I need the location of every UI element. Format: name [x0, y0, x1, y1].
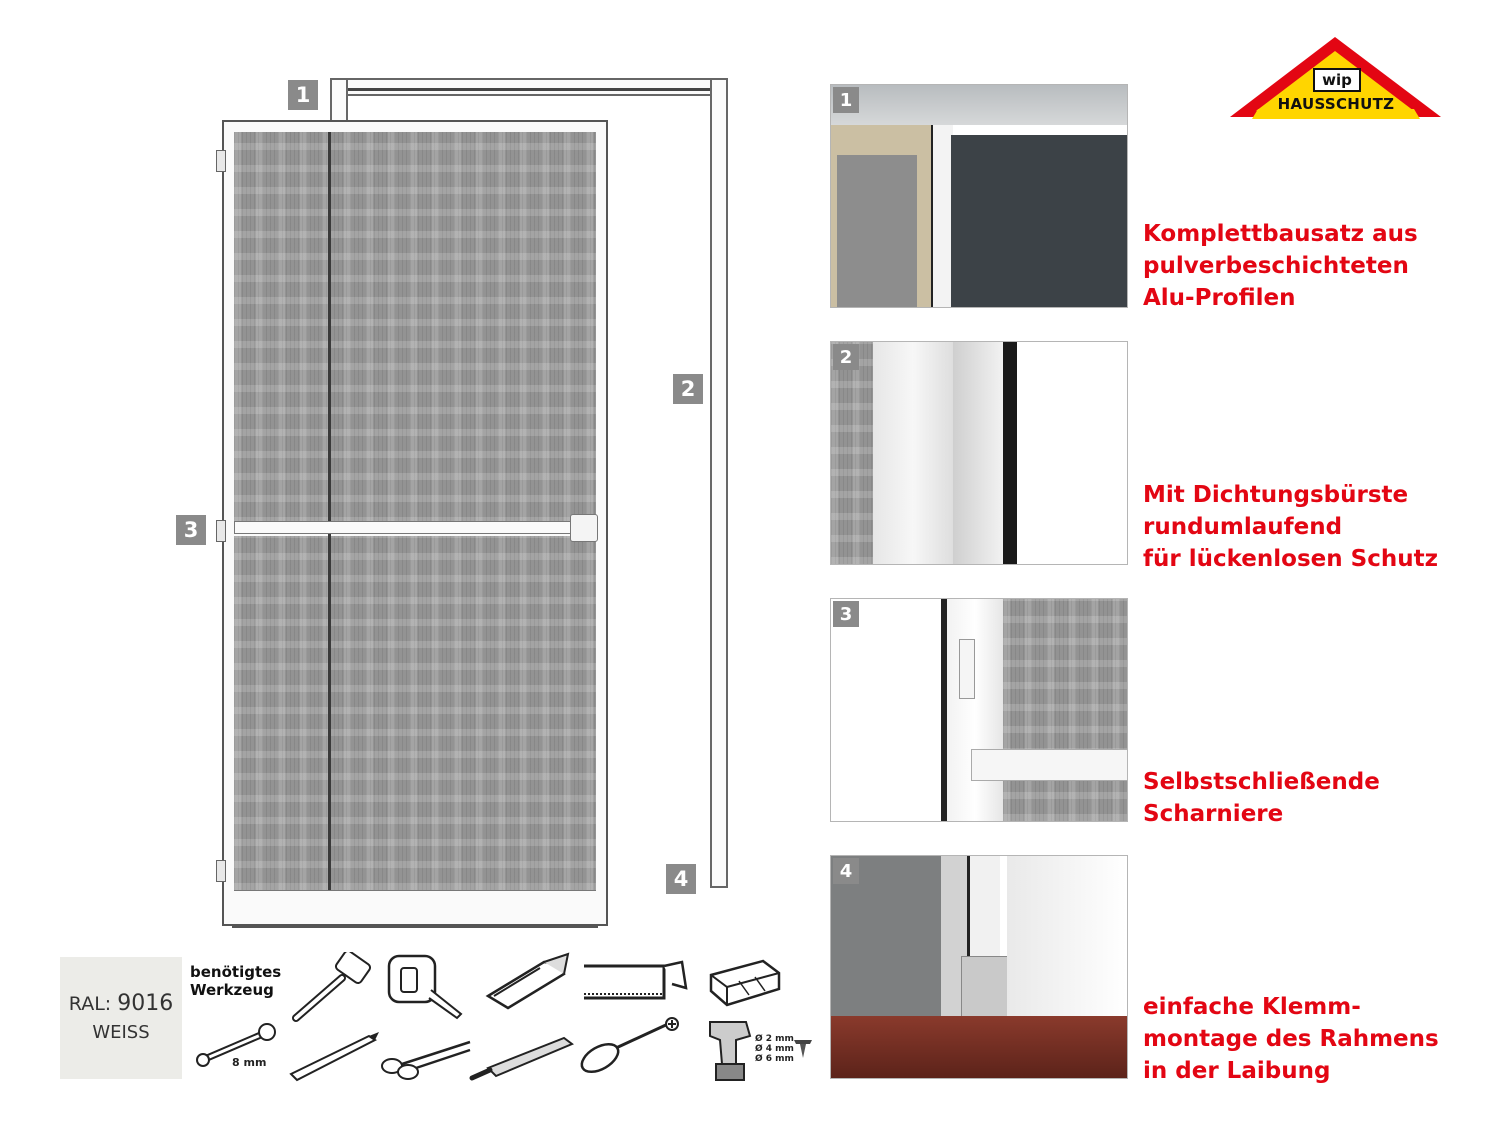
scissors-icon [378, 1036, 473, 1081]
screen-mesh-lower [234, 536, 596, 890]
panel-badge-2: 2 [833, 344, 859, 370]
detail-panel-3 [830, 598, 1128, 822]
mesh-seam [328, 132, 331, 890]
panel-3-hinge [959, 639, 975, 699]
detail-panel-4 [830, 855, 1128, 1079]
panel-1-door [951, 135, 1127, 307]
drill-size-2: Ø 4 mm [755, 1044, 794, 1054]
door-badge-3: 3 [176, 515, 206, 545]
feature-text-3: Selbstschließende Scharniere [1143, 769, 1380, 827]
detail-panel-2 [830, 341, 1128, 565]
hammer-icon [290, 952, 380, 1024]
door-brush-seal [232, 924, 598, 928]
hinge-top [216, 150, 226, 172]
panel-4-floor [831, 1016, 1127, 1078]
cutter-knife-icon [480, 952, 575, 1012]
door-badge-2: 2 [673, 374, 703, 404]
door-bottom-rail [234, 890, 596, 923]
panel-2-wall [1017, 342, 1127, 564]
tools-title-line-1: benötigtes [190, 963, 282, 981]
logo-main-text: HAUSSCHUTZ [1277, 95, 1395, 113]
panel-3-frame [947, 599, 1003, 821]
panel-4-doorframe [1007, 856, 1127, 1026]
panel-2-profile [873, 342, 953, 564]
cross-bar-handle [570, 514, 598, 542]
panel-badge-4: 4 [833, 858, 859, 884]
hacksaw-icon [578, 958, 690, 1004]
logo-small-text: wip [1322, 71, 1352, 89]
door-illustration [200, 70, 760, 950]
hinge-middle [216, 520, 226, 542]
tape-measure-icon [385, 952, 465, 1022]
screw-icon [792, 1036, 814, 1060]
feature-text-1: Komplettbausatz aus pulverbeschichteten Alu-Profilen [1143, 221, 1418, 311]
panel-2-profile-inner [953, 342, 1003, 564]
ral-label: RAL: [68, 993, 112, 1015]
feature-text-2: Mit Dichtungsbürste rundumlaufend für lückenlosen Schutz [1143, 482, 1438, 572]
cross-bar [234, 521, 596, 534]
file-icon [468, 1030, 578, 1082]
tools-title-line-2: Werkzeug [190, 981, 274, 999]
ral-line [60, 991, 182, 1016]
color-info-box [60, 957, 182, 1079]
door-badge-1: 1 [288, 80, 318, 110]
mounting-frame-side [710, 78, 728, 888]
panel-2-brush [1003, 342, 1017, 564]
pencil-icon [285, 1030, 380, 1082]
panel-3-crossbar [971, 749, 1128, 781]
panel-1-mesh [837, 155, 917, 307]
hinge-bottom [216, 860, 226, 882]
feature-text-4: einfache Klemm- montage des Rahmens in der Laibung [1143, 994, 1439, 1084]
screen-mesh-upper [234, 132, 596, 524]
mounting-frame-top-inner [342, 88, 722, 91]
brand-logo [1228, 35, 1443, 121]
wrench-size-label: 8 mm [232, 1056, 267, 1069]
color-name: WEISS [92, 1022, 150, 1043]
screwdriver-icon [578, 1016, 688, 1076]
drill-size-3: Ø 6 mm [755, 1054, 794, 1064]
door-badge-4: 4 [666, 864, 696, 894]
detail-panel-1 [830, 84, 1128, 308]
mounting-frame-top [330, 78, 728, 96]
panel-badge-3: 3 [833, 601, 859, 627]
panel-2-mesh [831, 342, 873, 564]
tools-title [190, 963, 281, 999]
miter-box-icon [705, 955, 783, 1010]
drill-size-1: Ø 2 mm [755, 1034, 794, 1044]
panel-1-ceiling [831, 85, 1127, 125]
cordless-drill-icon [706, 1014, 756, 1084]
ral-value: 9016 [117, 991, 174, 1016]
panel-badge-1: 1 [833, 87, 859, 113]
panel-3-mesh [1003, 599, 1127, 821]
panel-1-frame [931, 125, 953, 307]
